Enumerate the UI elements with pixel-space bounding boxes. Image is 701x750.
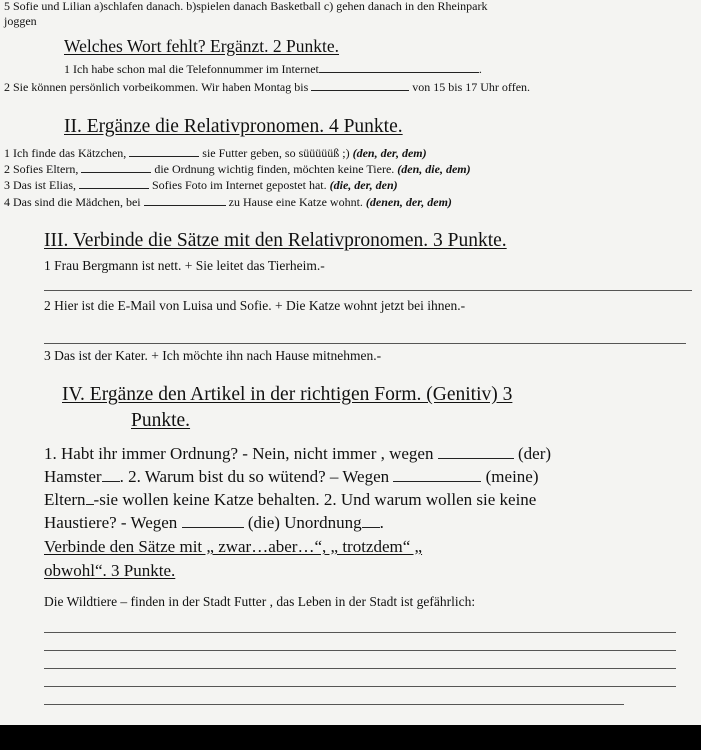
genitiv-line-3 <box>44 490 536 510</box>
answer-line[interactable] <box>44 290 692 291</box>
genitiv-line-2 <box>44 467 539 487</box>
answer-line[interactable] <box>44 343 686 344</box>
relativ-item-4 <box>4 195 452 210</box>
question-3-3: 3 Das ist der Kater. + Ich möchte ihn nach Hause mitnehmen.- <box>44 348 382 363</box>
genitiv-text: -sie wollen keine Katze behalten. 2. Und warum wollen sie keine <box>93 490 537 509</box>
question-1-2-text-a: 2 Sie können persönlich vorbeikommen. Wir haben Montag bis <box>4 80 309 94</box>
relativ-item-2 <box>4 162 471 177</box>
item-hint: (denen, der, dem) <box>365 195 452 209</box>
answer-line[interactable] <box>44 632 676 633</box>
section-1-title: Welches Wort fehlt? Ergänzt. 2 Punkte. <box>64 36 340 56</box>
answer-line[interactable] <box>44 704 624 705</box>
item-hint: (den, die, dem) <box>397 162 471 176</box>
answer-blank[interactable] <box>393 481 481 482</box>
item-hint: (die, der, den) <box>329 178 398 192</box>
question-1-2-text-b: von 15 bis 17 Uhr offen. <box>412 80 531 94</box>
section-2-title: II. Ergänze die Relativpronomen. 4 Punkte. <box>64 116 403 137</box>
question-3-1: 1 Frau Bergmann ist nett. + Sie leitet das Tierheim.- <box>44 258 325 273</box>
answer-blank[interactable] <box>144 205 226 206</box>
answer-blank[interactable] <box>182 527 244 528</box>
answer-blank[interactable] <box>81 172 151 173</box>
question-1-1-end: . <box>478 62 482 76</box>
section-4-title-line-1: IV. Ergänze den Artikel in der richtigen Form. (Genitiv) 3 <box>62 384 513 405</box>
genitiv-text: (die) Unordnung <box>247 513 362 532</box>
answer-blank[interactable] <box>129 156 199 157</box>
section-4-title-line-2: Punkte. <box>131 410 191 431</box>
answer-blank[interactable] <box>311 90 409 91</box>
item-hint: (den, der, dem) <box>352 146 427 160</box>
genitiv-text: . 2. Warum bist du so wütend? – Wegen <box>119 467 390 486</box>
section-5-title-line-1: Verbinde den Sätze mit „ zwar…aber…“, „ trotzdem“ „ <box>44 537 423 556</box>
item-text-a: 1 Ich finde das Kätzchen, <box>4 146 127 160</box>
item-text-b: zu Hause eine Katze wohnt. <box>228 195 363 209</box>
answer-blank[interactable] <box>319 72 479 73</box>
item-text-b: sie Futter geben, so süüüüüß ;) <box>202 146 350 160</box>
question-1-2 <box>4 80 530 95</box>
question-1-1-text: 1 Ich habe schon mal die Telefonnummer im Internet <box>64 62 319 76</box>
genitiv-hint: (der) <box>517 444 552 463</box>
item-text-b: Sofies Foto im Internet gepostet hat. <box>152 178 327 192</box>
answer-blank[interactable] <box>438 458 514 459</box>
genitiv-line-1 <box>44 444 551 464</box>
genitiv-text: . <box>379 513 384 532</box>
section-5-task: Die Wildtiere – finden in der Stadt Futter , das Leben in der Stadt ist gefährlich: <box>44 594 476 609</box>
answer-blank[interactable] <box>102 481 120 482</box>
item-text-b: die Ordnung wichtig finden, möchten keine Tiere. <box>154 162 395 176</box>
relativ-item-3 <box>4 178 398 193</box>
genitiv-text: Eltern <box>44 490 86 509</box>
answer-blank[interactable] <box>79 188 149 189</box>
question-3-2: 2 Hier ist die E-Mail von Luisa und Sofie. + Die Katze wohnt jetzt bei ihnen.- <box>44 298 466 313</box>
answer-line[interactable] <box>44 686 676 687</box>
section-3-title: III. Verbinde die Sätze mit den Relativpronomen. 3 Punkte. <box>44 230 507 251</box>
bottom-black-bar <box>0 725 701 750</box>
genitiv-line-4 <box>44 513 384 533</box>
item-text-a: 3 Das ist Elias, <box>4 178 76 192</box>
answer-blank[interactable] <box>362 527 380 528</box>
answer-blank[interactable] <box>86 504 94 505</box>
genitiv-text: Hamster <box>44 467 102 486</box>
section-5-title-line-2: obwohl“. 3 Punkte. <box>44 561 176 580</box>
item-text-a: 2 Sofies Eltern, <box>4 162 79 176</box>
top-line-1: 5 Sofie und Lilian a)schlafen danach. b)spielen danach Basketball c) gehen danach in den Rheinpark <box>4 0 488 13</box>
genitiv-hint: (meine) <box>485 467 539 486</box>
answer-line[interactable] <box>44 668 676 669</box>
genitiv-text: Haustiere? - Wegen <box>44 513 178 532</box>
relativ-item-1 <box>4 146 427 161</box>
genitiv-text: 1. Habt ihr immer Ordnung? - Nein, nicht immer , wegen <box>44 444 434 463</box>
item-text-a: 4 Das sind die Mädchen, bei <box>4 195 141 209</box>
question-1-1 <box>64 62 482 77</box>
answer-line[interactable] <box>44 650 676 651</box>
top-line-2: joggen <box>4 14 37 28</box>
